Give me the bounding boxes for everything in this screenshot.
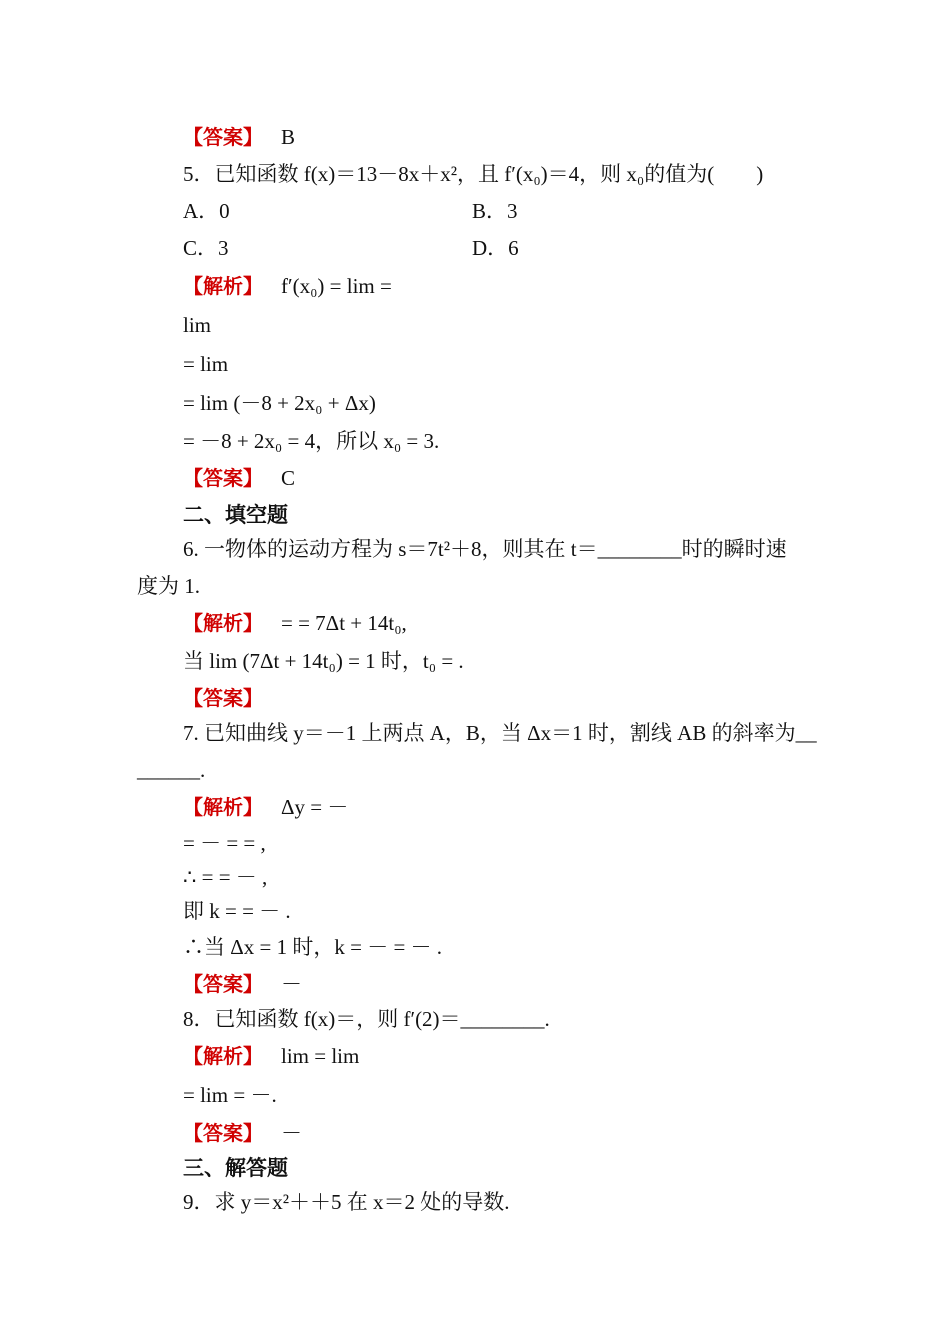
section-heading: 三、解答题 (183, 1156, 288, 1180)
analysis-line: 【解析】 Δy = － (183, 795, 349, 819)
question-8: 8．已知函数 f(x)＝，则 f′(2)＝________. (183, 1007, 550, 1031)
answer-line: 【答案】 － (183, 1121, 302, 1145)
answer-line: 【答案】 C (183, 466, 296, 490)
analysis-line: 【解析】 = = 7Δt + 14t₀, (183, 611, 407, 635)
math-line: 当 lim (7Δt + 14t₀) = 1 时，t₀ = . (183, 649, 464, 673)
math-line: = lim (－8 + 2x₀ + Δx) (183, 391, 376, 415)
options-row: A．0 B．3 (183, 199, 518, 223)
math-line: lim (183, 313, 212, 337)
question-5: 5．已知函数 f(x)＝13－8x＋x²，且 f′(x₀)＝4，则 x₀的值为( ) (183, 162, 764, 186)
answer-line: 【答案】 B (183, 125, 296, 149)
math-line: = －8 + 2x₀ = 4，所以 x₀ = 3. (183, 429, 440, 453)
question-6-cont: 度为 1. (137, 574, 200, 598)
math-line: = lim (183, 352, 229, 376)
analysis-line: 【解析】 f′(x₀) = lim = (183, 274, 392, 298)
question-6: 6. 一物体的运动方程为 s＝7t²＋8，则其在 t＝________时的瞬时速 (183, 537, 787, 561)
question-7: 7. 已知曲线 y＝－1 上两点 A，B，当 Δx＝1 时，割线 AB 的斜率为__ (183, 721, 817, 745)
math-line: ∴当 Δx = 1 时，k = － = － . (183, 935, 443, 959)
options-row: C．3 D．6 (183, 236, 519, 260)
math-line: 即 k = = － . (183, 899, 291, 923)
analysis-line: 【解析】 lim = lim (183, 1044, 360, 1068)
answer-line: 【答案】 (183, 686, 263, 710)
question-7-cont: ______. (137, 758, 206, 782)
math-line: = － = = , (183, 831, 266, 855)
section-heading: 二、填空题 (183, 503, 288, 527)
question-9: 9．求 y＝x²＋＋5 在 x＝2 处的导数. (183, 1190, 510, 1214)
math-line: = lim = －. (183, 1083, 277, 1107)
answer-line: 【答案】 － (183, 972, 302, 996)
math-line: ∴ = = － , (183, 865, 268, 889)
